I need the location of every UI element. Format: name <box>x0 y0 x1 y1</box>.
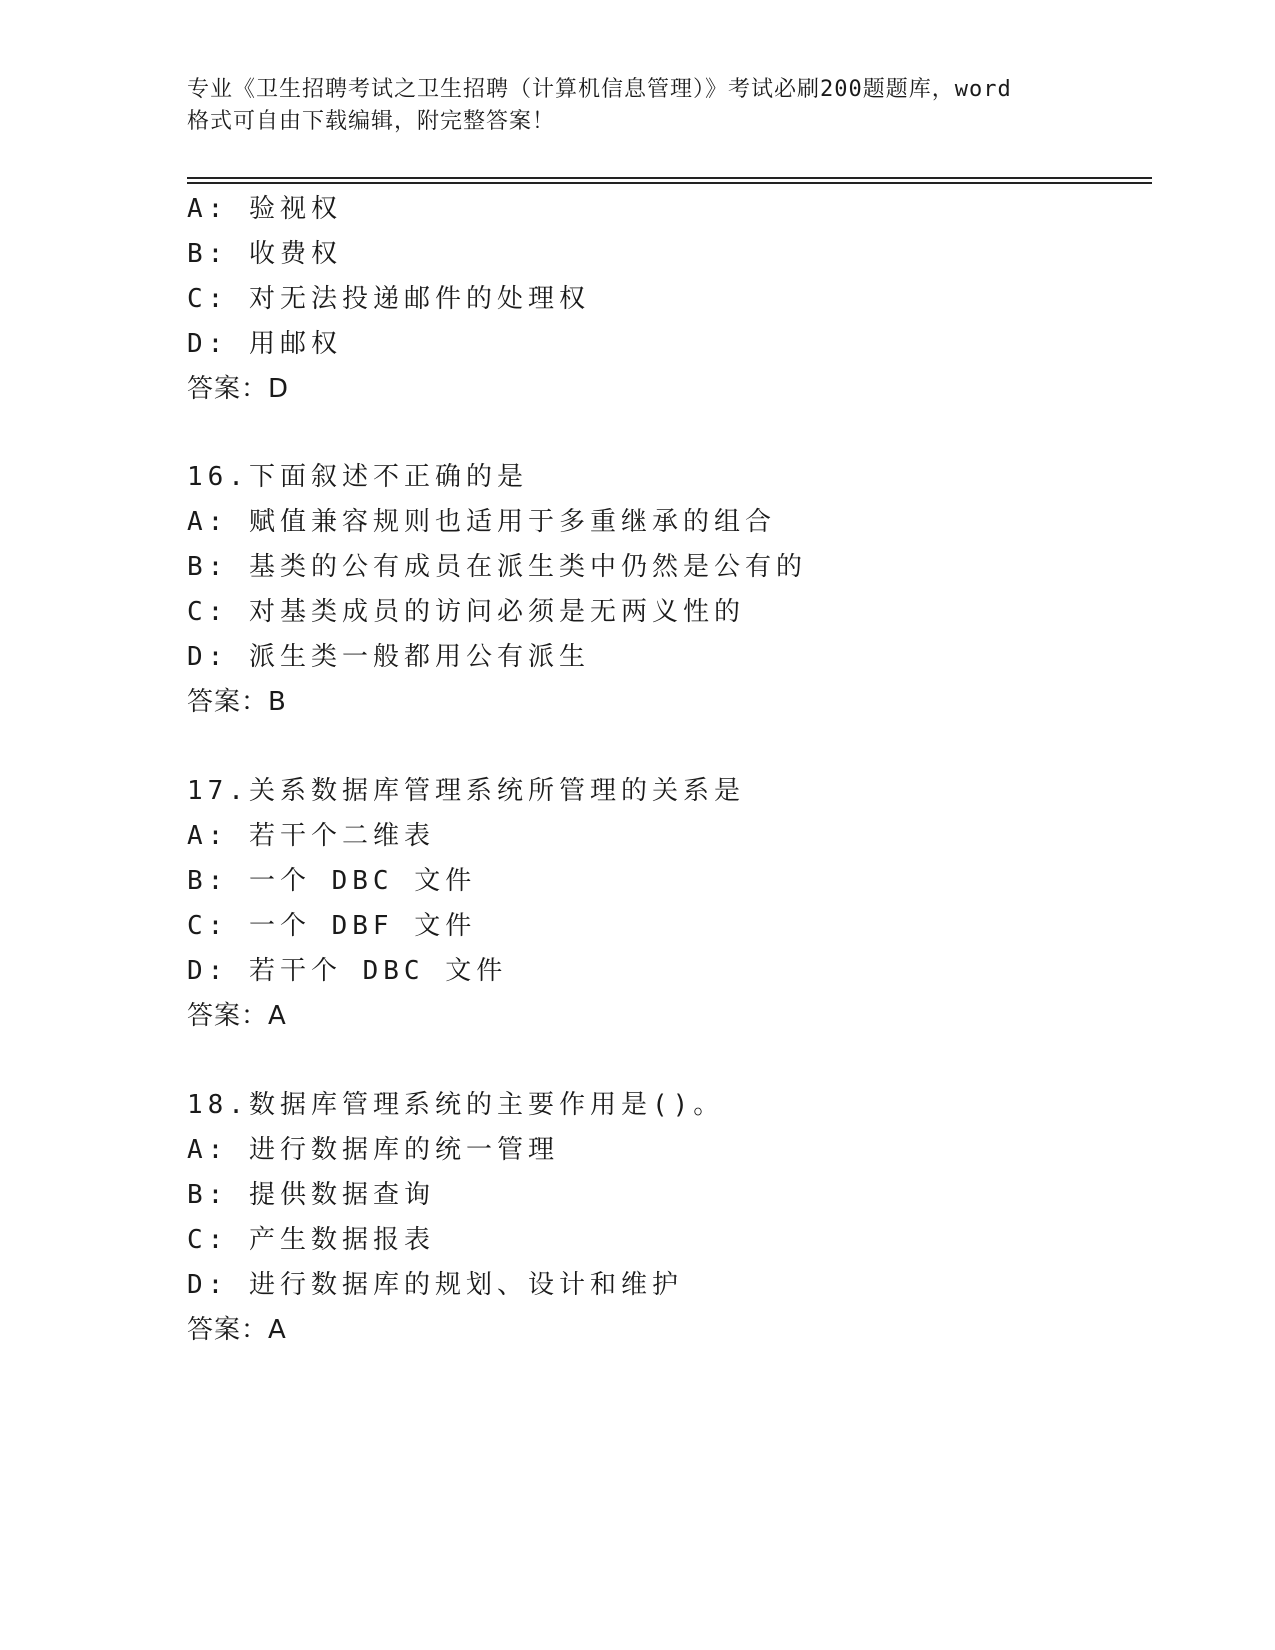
q16-option-c: C: 对基类成员的访问必须是无两义性的 <box>187 597 745 627</box>
q17-option-a: A: 若干个二维表 <box>187 821 435 851</box>
q17-option-d: D: 若干个 DBC 文件 <box>187 956 508 986</box>
q15-option-a: A: 验视权 <box>187 194 342 224</box>
header-line-1: 专业《卫生招聘考试之卫生招聘（计算机信息管理）》考试必刷200题题库，word <box>187 77 1012 102</box>
q17-answer: 答案：A <box>187 1001 287 1031</box>
q18-answer: 答案：A <box>187 1315 287 1345</box>
q15-option-b: B: 收费权 <box>187 239 342 269</box>
q16-option-a: A: 赋值兼容规则也适用于多重继承的组合 <box>187 507 776 537</box>
document-header <box>187 74 1087 138</box>
q17-option-c: C: 一个 DBF 文件 <box>187 911 477 941</box>
q18-option-d: D: 进行数据库的规划、设计和维护 <box>187 1270 683 1300</box>
q15-answer: 答案：D <box>187 374 290 404</box>
q18-option-a: A: 进行数据库的统一管理 <box>187 1135 559 1165</box>
q17-option-b: B: 一个 DBC 文件 <box>187 866 477 896</box>
q18-question: 18.数据库管理系统的主要作用是()。 <box>187 1090 725 1120</box>
header-divider-top <box>187 177 1152 179</box>
q16-question: 16.下面叙述不正确的是 <box>187 462 528 492</box>
q16-answer: 答案：B <box>187 687 287 717</box>
q16-option-d: D: 派生类一般都用公有派生 <box>187 642 590 672</box>
header-line-2: 格式可自由下载编辑，附完整答案！ <box>187 109 556 134</box>
header-divider-bottom <box>187 182 1152 184</box>
q18-option-b: B: 提供数据查询 <box>187 1180 435 1210</box>
q16-option-b: B: 基类的公有成员在派生类中仍然是公有的 <box>187 552 807 582</box>
q17-question: 17.关系数据库管理系统所管理的关系是 <box>187 776 745 806</box>
q15-option-c: C: 对无法投递邮件的处理权 <box>187 284 590 314</box>
q15-option-d: D: 用邮权 <box>187 329 342 359</box>
q18-option-c: C: 产生数据报表 <box>187 1225 435 1255</box>
